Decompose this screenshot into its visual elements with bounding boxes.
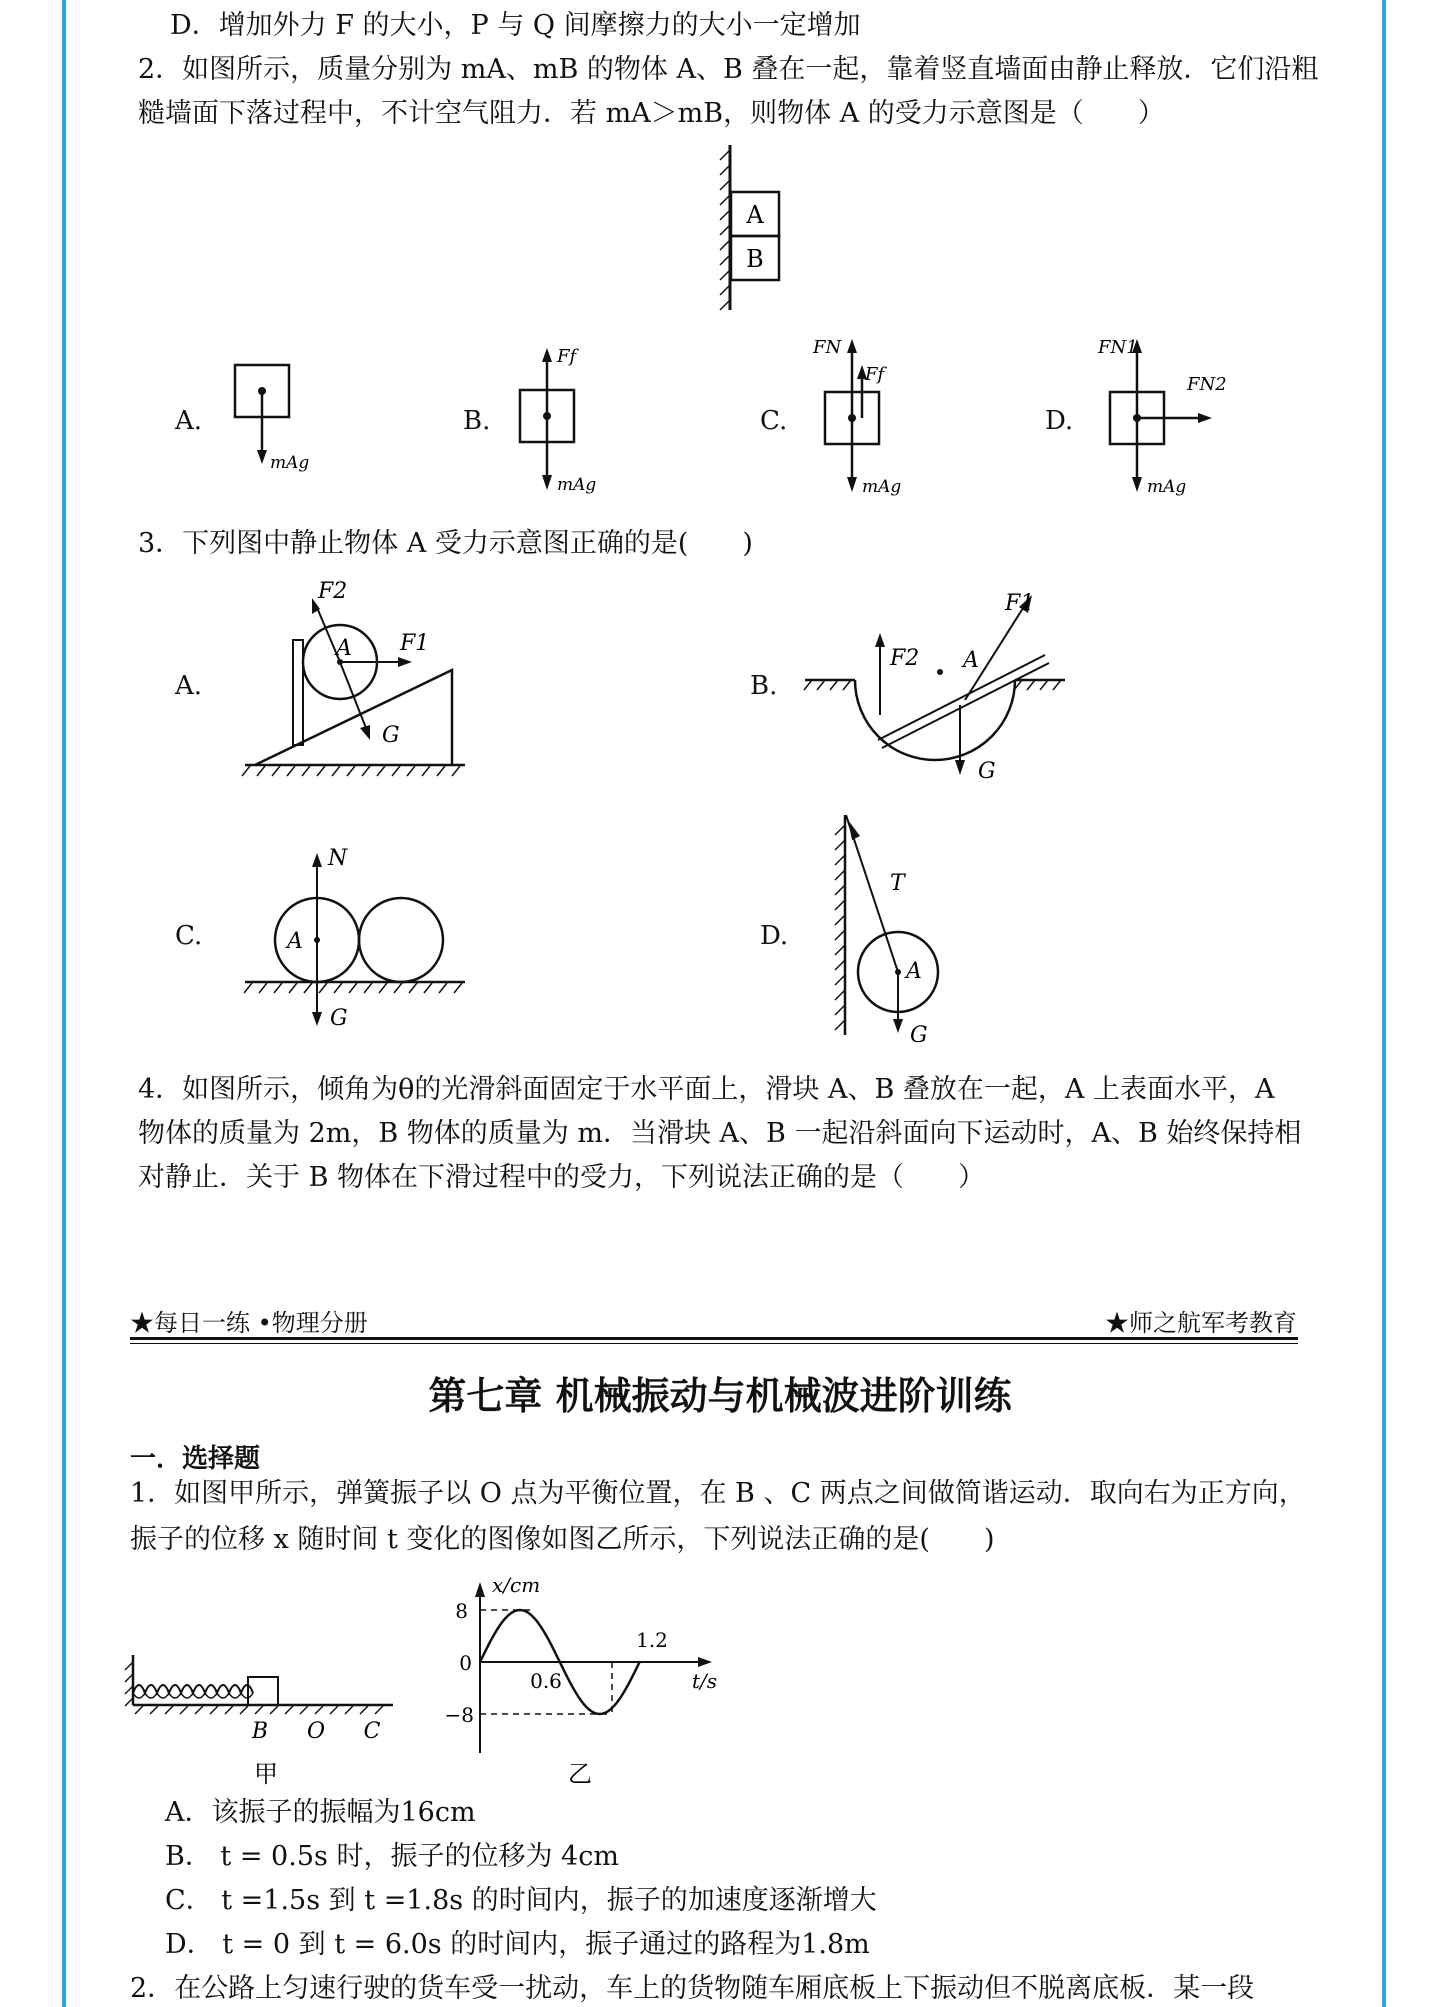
mag-label: mAg bbox=[1147, 477, 1187, 497]
tick-0: 0 bbox=[459, 1651, 472, 1675]
force-diagram-b bbox=[515, 340, 625, 500]
q3-diagram-a bbox=[240, 580, 470, 780]
a-label: A bbox=[287, 929, 303, 954]
header-right: ★师之航军考教育 bbox=[1105, 1309, 1297, 1337]
mag-label: mAg bbox=[270, 453, 310, 473]
f2-label: F2 bbox=[890, 646, 920, 671]
g-label: G bbox=[978, 759, 996, 784]
force-diagram-d bbox=[1100, 335, 1240, 500]
ff-label: Ff bbox=[865, 364, 885, 385]
q3-diagram-d bbox=[830, 810, 980, 1050]
q2-line2: 糙墙面下落过程中，不计空气阻力．若 mA＞mB，则物体 A 的受力示意图是（ ） bbox=[138, 98, 1165, 129]
q2-line1: 2．如图所示，质量分别为 mA、mB 的物体 A、B 叠在一起，靠着竖直墙面由静止释放．它们沿粗 bbox=[138, 54, 1319, 85]
header-rule bbox=[130, 1337, 1298, 1340]
q1-option-a: A．该振子的振幅为16cm bbox=[165, 1797, 476, 1828]
point-c-label: C bbox=[363, 1719, 381, 1744]
q2-option-a: A. bbox=[175, 406, 203, 436]
q4-line1: 4．如图所示，倾角为θ的光滑斜面固定于水平面上，滑块 A、B 叠放在一起，A 上表面水平，A bbox=[138, 1074, 1275, 1105]
fn2-label: FN2 bbox=[1187, 374, 1227, 395]
section-heading: 一．选择题 bbox=[130, 1444, 261, 1474]
q3-diagram-c bbox=[240, 845, 470, 1035]
q3-option-c: C. bbox=[175, 921, 203, 951]
mag-label: mAg bbox=[557, 475, 597, 495]
q3-option-d: D. bbox=[760, 921, 789, 951]
q3-option-b: B. bbox=[750, 671, 778, 701]
q1-option-d: D． t = 0 到 t = 6.0s 的时间内，振子通过的路程为1.8m bbox=[165, 1929, 870, 1960]
f1-label: F1 bbox=[1005, 591, 1035, 616]
q3-option-a: A. bbox=[175, 671, 203, 701]
q1-option-c: C． t =1.5s 到 t =1.8s 的时间内，振子的加速度逐渐增大 bbox=[165, 1885, 877, 1916]
q1-option-b: B． t = 0.5s 时，振子的位移为 4cm bbox=[165, 1841, 619, 1872]
block-a-label: A bbox=[746, 201, 764, 229]
q1-line1: 1．如图甲所示，弹簧振子以 O 点为平衡位置，在 B 、C 两点之间做简谐运动．取向右为正方向， bbox=[130, 1478, 1306, 1509]
point-o-label: O bbox=[306, 1719, 326, 1744]
stacked-blocks-figure bbox=[700, 140, 800, 315]
chapter-title: 第七章 机械振动与机械波进阶训练 bbox=[428, 1374, 1012, 1418]
g-label: G bbox=[910, 1023, 928, 1048]
q2-next-line: 2．在公路上匀速行驶的货车受一扰动，车上的货物随车厢底板上下振动但不脱离底板．某一段 bbox=[130, 1973, 1255, 2004]
q2-option-d: D. bbox=[1045, 406, 1074, 436]
a-label: A bbox=[906, 959, 922, 984]
q4-line3: 对静止．关于 B 物体在下滑过程中的受力，下列说法正确的是（ ） bbox=[138, 1162, 986, 1193]
q2-option-b: B. bbox=[463, 406, 491, 436]
f2-label: F2 bbox=[318, 579, 348, 604]
force-diagram-a bbox=[230, 360, 330, 480]
header-rule-thin bbox=[130, 1343, 1298, 1344]
f1-label: F1 bbox=[400, 631, 430, 656]
tick-1-2: 1.2 bbox=[636, 1628, 668, 1652]
ff-label: Ff bbox=[557, 346, 577, 367]
a-label: A bbox=[963, 648, 979, 673]
q3-diagram-b bbox=[800, 585, 1070, 795]
y-axis-label: x/cm bbox=[492, 1573, 541, 1597]
tick-0-6: 0.6 bbox=[530, 1669, 562, 1693]
n-label: N bbox=[328, 846, 348, 871]
q1-line2: 振子的位移 x 随时间 t 变化的图像如图乙所示，下列说法正确的是( ) bbox=[130, 1524, 995, 1555]
force-diagram-c bbox=[815, 335, 935, 500]
figure-jia-caption: 甲 bbox=[254, 1760, 278, 1788]
tick-neg8: −8 bbox=[444, 1703, 474, 1727]
t-label: T bbox=[890, 871, 905, 896]
xt-graph bbox=[430, 1570, 730, 1790]
figure-yi-caption: 乙 bbox=[568, 1760, 592, 1788]
q4-line2: 物体的质量为 2m，B 物体的质量为 m．当滑块 A、B 一起沿斜面向下运动时，A、B 始终保持相 bbox=[138, 1118, 1302, 1149]
block-b-label: B bbox=[746, 245, 764, 273]
fn-label: FN bbox=[813, 337, 842, 358]
g-label: G bbox=[382, 723, 400, 748]
q3-line: 3．下列图中静止物体 A 受力示意图正确的是( ) bbox=[138, 528, 753, 559]
mag-label: mAg bbox=[862, 477, 902, 497]
a-label: A bbox=[336, 636, 352, 661]
option-d-previous: D．增加外力 F 的大小，P 与 Q 间摩擦力的大小一定增加 bbox=[170, 10, 861, 41]
point-b-label: B bbox=[251, 1719, 269, 1744]
q2-option-c: C. bbox=[760, 406, 788, 436]
tick-8: 8 bbox=[455, 1599, 468, 1623]
header-left: ★每日一练 •物理分册 bbox=[130, 1309, 368, 1337]
spring-oscillator-figure bbox=[128, 1650, 408, 1790]
fn1-label: FN1 bbox=[1098, 337, 1138, 358]
x-axis-label: t/s bbox=[692, 1669, 718, 1693]
g-label: G bbox=[330, 1006, 348, 1031]
